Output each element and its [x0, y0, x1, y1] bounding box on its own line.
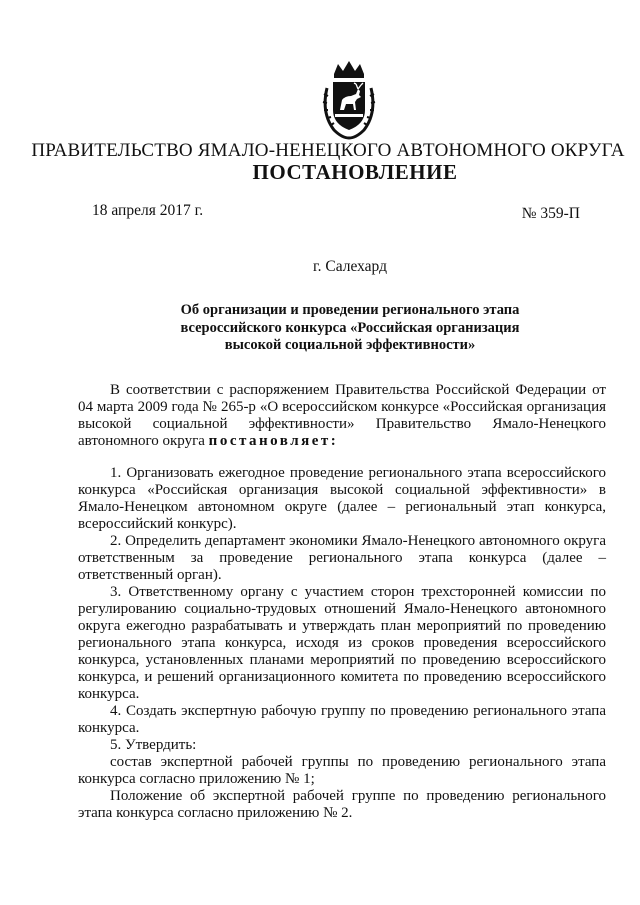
resolution-item-4: 4. Создать экспертную рабочую группу по проведению регионального этапа конкурса. — [78, 703, 606, 736]
resolution-item-1: 1. Организовать ежегодное проведение регионального этапа всероссийского конкурса «Российская организация высокой социальной эффективности» в Ямало-Ненецком автономном округе (далее – региональный этап конкурса, всероссийский конкурс). — [78, 465, 606, 532]
preamble — [78, 382, 606, 450]
resolution-item-5b: Положение об экспертной рабочей группе по проведению регионального этапа конкурса согласно приложению № 2. — [78, 788, 606, 821]
document-date: 18 апреля 2017 г. — [92, 202, 204, 219]
document-subject — [140, 302, 560, 355]
government-name: ПРАВИТЕЛЬСТВО ЯМАЛО-НЕНЕЦКОГО АВТОНОМНОГО ОКРУГА — [31, 140, 625, 161]
resolution-item-5: 5. Утвердить: — [110, 737, 197, 753]
decision-word: постановляет: — [208, 433, 339, 449]
resolution-item-2: 2. Определить департамент экономики Ямало-Ненецкого автономного округа ответственным за проведение регионального этапа конкурса (далее – ответственный орган). — [78, 533, 606, 583]
document-number: № 359-П — [521, 205, 580, 222]
yamal-nenets-coat-of-arms-icon — [318, 58, 380, 140]
document-type-title: ПОСТАНОВЛЕНИЕ — [252, 160, 458, 184]
document-city: г. Салехард — [313, 258, 387, 275]
resolution-items — [78, 465, 606, 822]
subject-line: всероссийского конкурса «Российская организация — [180, 319, 520, 336]
resolution-item-3: 3. Ответственному органу с участием сторон трехсторонней комиссии по регулированию социально-трудовых отношений Ямало-Ненецкого автономного округа ежегодно разрабатывать и утверждать план мероприятий по проведению регионального этапа конкурса, исходя из сроков проведения всероссийского конкурса, установленных планами мероприятий по проведению всероссийского конкурса, и решений организационного комитета по проведению всероссийского конкурса. — [78, 584, 606, 702]
preamble-text: В соответствии с распоряжением Правительства Российской Федерации от 04 марта 2009 года № 265-р «О всероссийском конкурсе «Российская организация высокой социальной эффективности» Правительство Ямало-Ненецкого автономного округа — [78, 382, 606, 449]
subject-line: высокой социальной эффективности» — [224, 337, 476, 353]
resolution-item-5a: состав экспертной рабочей группы по проведению регионального этапа конкурса согласно приложению № 1; — [78, 754, 606, 787]
subject-line: Об организации и проведении регионального этапа — [180, 302, 520, 318]
preamble-paragraph — [78, 382, 606, 450]
